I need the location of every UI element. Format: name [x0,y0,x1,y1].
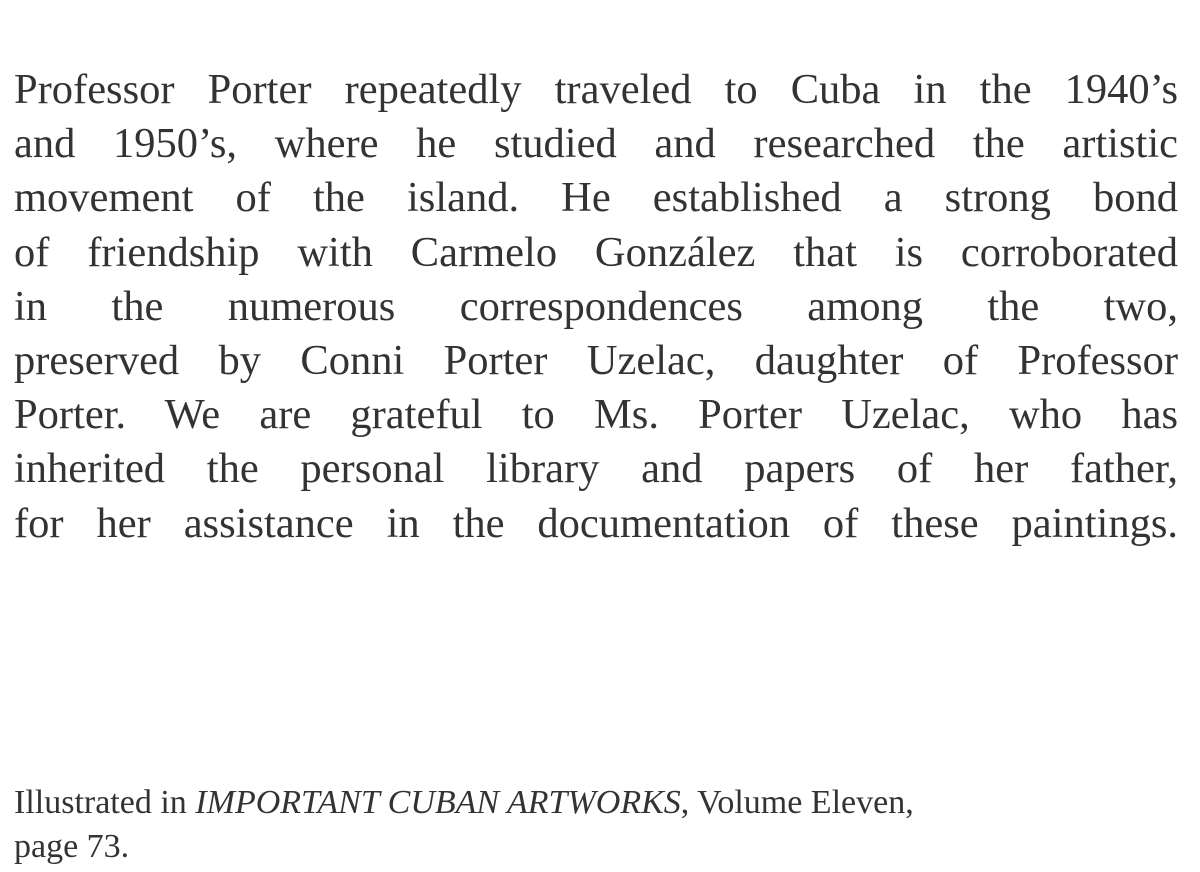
paragraph-line: preserved by Conni Porter Uzelac, daughter of Professor [14,337,1178,385]
paragraph-line: for her assistance in the documentation of these paintings. [14,499,1178,547]
caption-page: page 73. [14,828,130,865]
paragraph-line: and 1950’s, where he studied and researched the artistic [14,120,1178,168]
illustration-caption [14,781,1178,869]
caption-prefix: Illustrated in [14,784,196,821]
paragraph-line: inherited the personal library and papers of her father, [14,445,1178,493]
caption-suffix: , Volume Eleven, [680,784,914,821]
paragraph-line: movement of the island. He established a strong bond [14,174,1178,222]
paragraph-line: of friendship with Carmelo González that is corroborated [14,228,1178,276]
paragraph-line: in the numerous correspondences among the two, [14,282,1178,330]
paragraph-line: Porter. We are grateful to Ms. Porter Uzelac, who has [14,391,1178,439]
caption-book-title: IMPORTANT CUBAN ARTWORKS [195,784,681,821]
paragraph-line: Professor Porter repeatedly traveled to Cuba in the 1940’s [14,66,1178,113]
main-paragraph [14,63,1178,551]
